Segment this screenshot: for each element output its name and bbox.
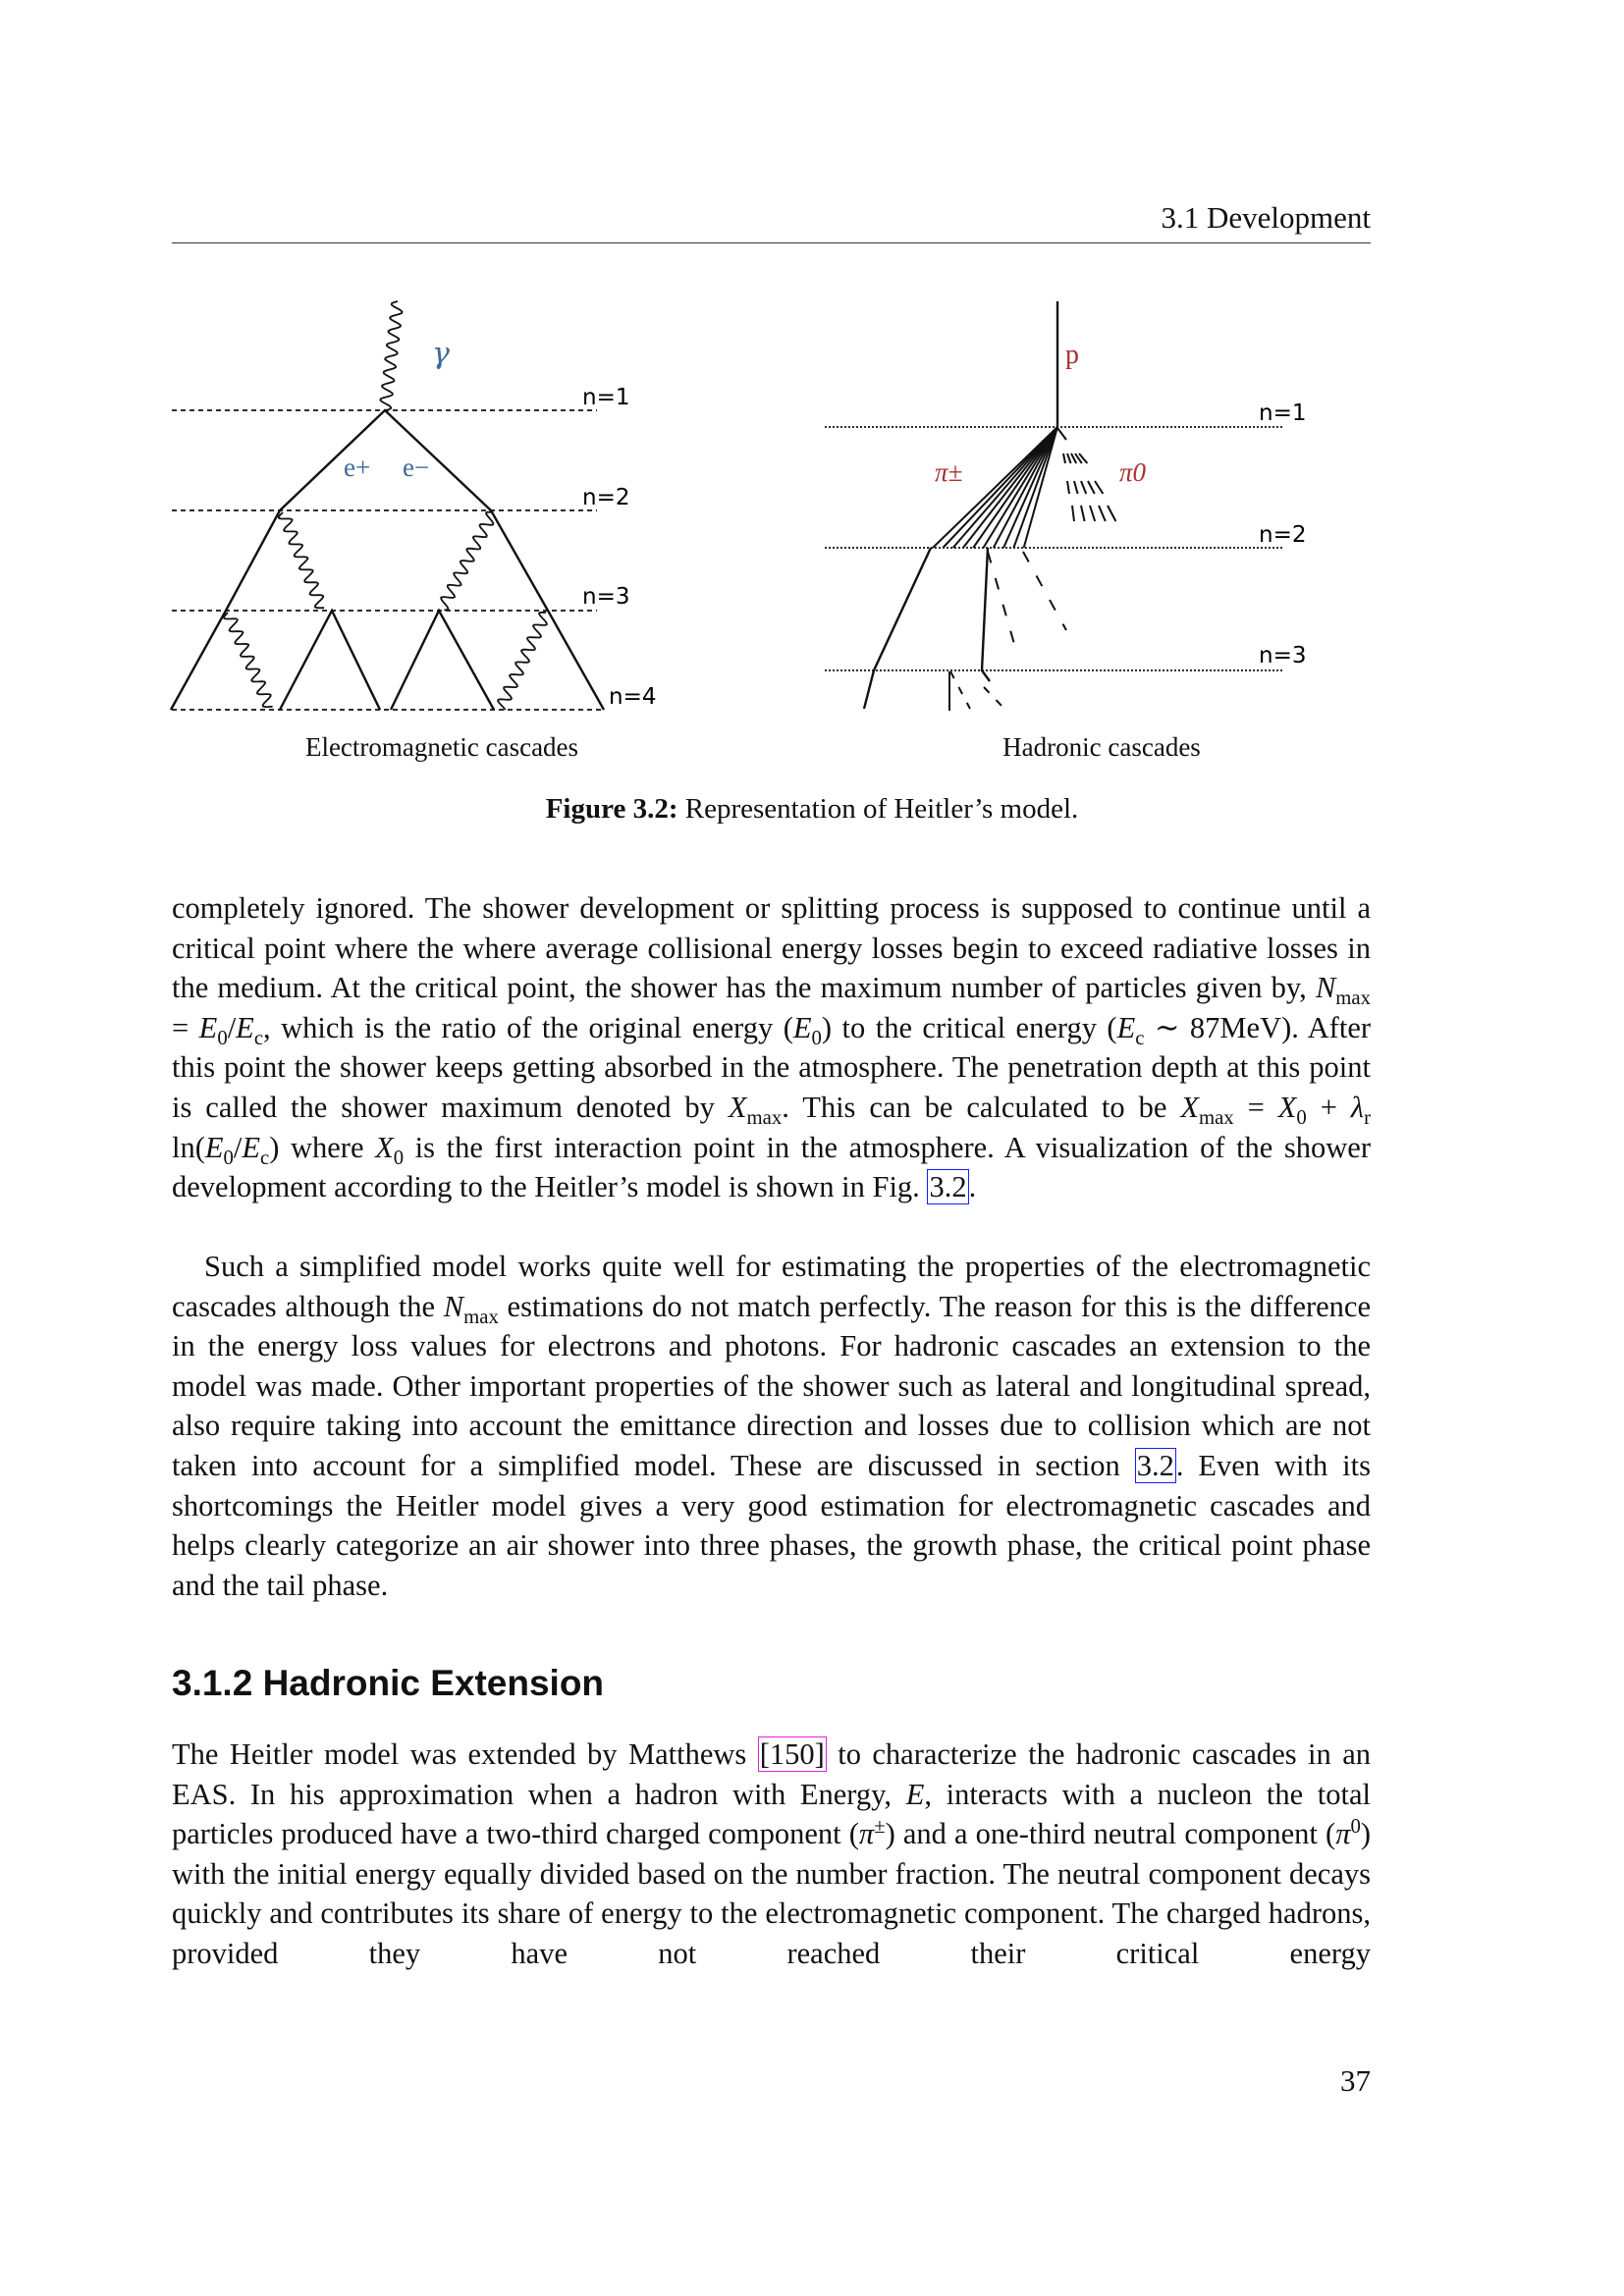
math-superscript: ± — [874, 1816, 886, 1839]
photon-line — [279, 512, 324, 608]
text-run: The Heitler model was extended by Matthews — [172, 1737, 758, 1771]
em-level-2: n=2 — [582, 485, 630, 510]
math-subscript: max — [746, 1107, 783, 1130]
neutral-pion-dash — [1088, 481, 1095, 494]
photon-line — [380, 301, 402, 410]
math-symbol: X — [728, 1090, 747, 1124]
hadronic-cascade-diagram — [825, 301, 1282, 711]
neutral-pion-dash — [1081, 506, 1085, 521]
paragraph-hadronic-extension — [172, 1735, 1371, 1974]
neutral-pion-dash — [1072, 506, 1074, 521]
math-symbol: E — [792, 1010, 812, 1044]
photon-dashed-track — [988, 552, 1014, 644]
text-run: , interacts with a nucleon the total particles produced have a two-third charged component ( — [172, 1777, 1372, 1851]
photon-line — [498, 613, 547, 710]
running-header: 3.1 Development — [1161, 200, 1371, 235]
math-symbol: π — [858, 1817, 875, 1851]
math-symbol: λ — [1350, 1090, 1365, 1124]
text-run: to characterize the hadronic cascades in an EAS. In his approximation when a hadron with Energy, — [172, 1737, 1371, 1811]
math-subscript: max — [1198, 1107, 1234, 1130]
neutral-pion-dash — [1095, 481, 1103, 494]
figure-caption-text: Representation of Heitler’s model. — [677, 793, 1079, 825]
text-run: ) with the initial energy equally divided based on the number fraction. The neutral component decays quickly and contributes its share of energy to the electromagnetic component. The charged hadrons, provided they have not reached their critical energy — [172, 1817, 1372, 1970]
em-level-3: n=3 — [582, 584, 630, 610]
text-run: estimations do not match perfectly. The reason for this is the difference in the energy loss values for electrons and photons. For hadronic cascades an extension to the model was made. Other important properties of the shower such as lateral and longitudinal spread, also require taking into account the emittance direction and losses due to collision which are not taken into account for a simplified model. These are discussed in section — [172, 1289, 1371, 1482]
em-level-1: n=1 — [582, 385, 630, 410]
math-symbol: E — [242, 1130, 261, 1164]
page-number: 37 — [1340, 2063, 1371, 2098]
header-rule — [172, 242, 1371, 243]
math-subscript: max — [463, 1306, 499, 1328]
had-level-2: n=2 — [1259, 522, 1307, 548]
charged-pion-track — [953, 427, 1057, 548]
charged-pion-track — [963, 427, 1057, 548]
charged-pion-track — [982, 548, 990, 681]
photon-line — [441, 512, 493, 611]
photon-dashed-track — [1023, 552, 1066, 630]
text-run: . — [968, 1170, 977, 1204]
em-level-4: n=4 — [609, 684, 657, 710]
math-superscript: 0 — [1350, 1816, 1361, 1839]
figure-reference-link[interactable]: 3.2 — [929, 1170, 967, 1204]
text-run: . This can be calculated to be — [782, 1090, 1181, 1124]
paragraph-shower-development — [172, 888, 1371, 1207]
electron-track — [171, 410, 604, 710]
proton-label: p — [1065, 340, 1079, 370]
math-subscript: 0 — [223, 1147, 234, 1169]
math-symbol: X — [375, 1130, 394, 1164]
math-subscript: max — [1335, 988, 1371, 1010]
text-run: Such a simplified model works quite well for estimating the properties of the electromagnetic cascades although the — [172, 1250, 1371, 1323]
text-run: ) and a one-third neutral component ( — [885, 1817, 1336, 1851]
neutral-pion-dash — [1074, 481, 1078, 494]
math-symbol: N — [1315, 971, 1336, 1005]
neutral-pion-dash — [1057, 428, 1066, 440]
text-run: / — [233, 1130, 243, 1164]
photon-dashed-track — [984, 687, 1004, 709]
e-plus-label: e+ — [344, 453, 371, 482]
math-symbol: N — [443, 1289, 464, 1323]
section-heading: 3.1.2 Hadronic Extension — [172, 1663, 605, 1703]
charged-pion-track — [864, 548, 931, 709]
neutral-pion-dash — [1090, 506, 1095, 521]
had-level-1: n=1 — [1259, 400, 1307, 426]
math-subscript: 0 — [1296, 1107, 1307, 1130]
heitler-model-figure — [0, 285, 1624, 756]
figure-caption — [546, 793, 1079, 826]
figure-reference-link[interactable]: 3.2 — [1136, 1448, 1174, 1482]
neutral-pion-dash — [1081, 481, 1086, 494]
math-subscript: 0 — [393, 1147, 405, 1169]
neutral-pion-dash — [1067, 481, 1069, 494]
citation-link[interactable]: [150] — [759, 1737, 825, 1771]
photon-dashed-track — [950, 671, 970, 709]
math-symbol: E — [1116, 1010, 1136, 1044]
text-run: ) to the critical energy ( — [821, 1010, 1117, 1044]
neutral-pion-dash — [1067, 454, 1071, 463]
charged-pion-track — [973, 427, 1057, 548]
math-symbol: X — [1277, 1090, 1297, 1124]
math-symbol: E — [198, 1010, 218, 1044]
pi-neutral-label: π0 — [1119, 457, 1147, 487]
text-run: ∼ 87MeV). After this point the shower keeps getting absorbed in the atmosphere. The penetration depth at this point is called the shower maximum denoted by — [172, 1010, 1372, 1124]
photon-line — [224, 613, 273, 707]
text-run: = — [1233, 1090, 1278, 1124]
neutral-pion-dash — [1063, 454, 1065, 463]
math-subscript: c — [1135, 1027, 1145, 1049]
text-run: / — [227, 1010, 237, 1044]
em-caption: Electromagnetic cascades — [304, 732, 579, 762]
math-subscript: c — [253, 1027, 264, 1049]
electron-track — [280, 611, 380, 710]
text-run: ln( — [172, 1130, 205, 1164]
paragraph-simplified-model — [172, 1247, 1371, 1605]
text-run: . Even with its shortcomings the Heitler model gives a very good estimation for electromagnetic cascades and helps clearly categorize an air shower into three phases, the growth phase, the critical point phase and the tail phase. — [172, 1448, 1371, 1602]
text-run: = — [172, 1010, 199, 1044]
text-run: ) where — [269, 1130, 376, 1164]
math-symbol: E — [204, 1130, 224, 1164]
neutral-pion-dash — [1108, 506, 1115, 521]
pi-charged-label: π± — [935, 457, 963, 487]
hadronic-caption: Hadronic cascades — [1002, 732, 1201, 762]
math-symbol: π — [1335, 1817, 1351, 1851]
charged-pion-track — [1003, 427, 1057, 548]
had-level-3: n=3 — [1259, 643, 1307, 668]
math-subscript: r — [1364, 1107, 1371, 1130]
text-run: , which is the ratio of the original energy ( — [263, 1010, 793, 1044]
math-subscript: 0 — [217, 1027, 228, 1049]
text-run: is the first interaction point in the atmosphere. A visualization of the shower development according to the Heitler’s model is shown in Fig. — [172, 1130, 1372, 1204]
math-subscript: c — [260, 1147, 270, 1169]
math-symbol: E — [905, 1777, 925, 1811]
math-symbol: X — [1180, 1090, 1199, 1124]
text-run: + — [1306, 1090, 1351, 1124]
figure-caption-label: Figure 3.2: — [545, 793, 678, 825]
gamma-label: γ — [432, 337, 450, 371]
neutral-pion-dash — [1099, 506, 1106, 521]
em-cascade-diagram — [171, 301, 604, 710]
charged-pion-track — [994, 427, 1057, 548]
electron-track — [391, 611, 494, 710]
text-run: completely ignored. The shower development or splitting process is supposed to continue until a critical point where the where average collisional energy losses begin to exceed radiative losses in the medium. At the critical point, the shower has the maximum number of particles given by, — [172, 891, 1371, 1005]
math-symbol: E — [236, 1010, 254, 1044]
math-subscript: 0 — [811, 1027, 822, 1049]
e-minus-label: e− — [403, 453, 430, 482]
